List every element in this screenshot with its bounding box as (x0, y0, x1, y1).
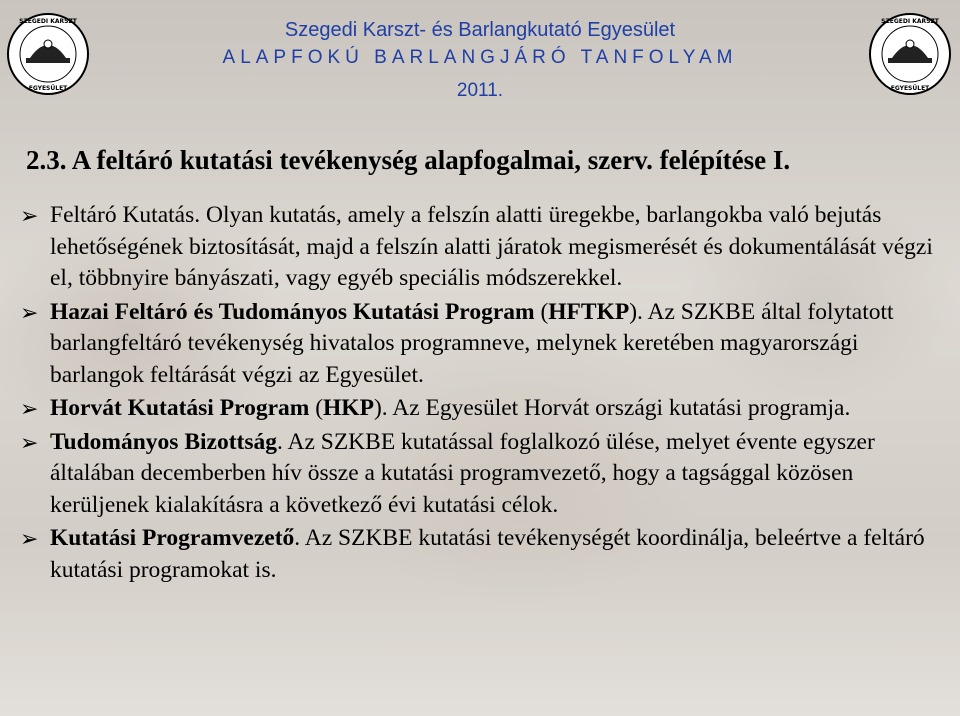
svg-text:SZEGEDI KARSZT: SZEGEDI KARSZT (19, 18, 77, 25)
item-term: Feltáró Kutatás. (50, 202, 201, 228)
item-abbr-open: ( (309, 395, 324, 421)
item-term: Tudományos Bizottság (50, 428, 278, 455)
item-term: Horvát Kutatási Program (50, 395, 310, 421)
item-text: . Az SZKBE kutatással foglalkozó ülése, melyet évente egyszer általában decemberben hív össze a kutatási programvezető, hogy a tagsággal közösen kerüljenek kialakításra a következő évi kutatási célok. (50, 428, 875, 518)
item-abbr: HKP (323, 395, 374, 421)
arrowhead-right-icon: ➢ (20, 204, 39, 229)
item-text: ). Az SZKBE által folytatott barlangfeltáró tevékenység hivatalos programneve, melynek keretében magyarországi barlangok feltárását végzi az Egyesület. (50, 298, 894, 388)
arrowhead-right-icon: ➢ (20, 430, 39, 456)
list-item (20, 200, 940, 295)
svg-text:EGYESÜLET: EGYESÜLET (28, 85, 68, 92)
list-item (20, 427, 940, 522)
bullet-list (20, 200, 940, 588)
course-year: 2011. (456, 80, 504, 101)
slide-header (0, 16, 960, 106)
course-name: ALAPFOKÚ BARLANGJÁRÓ TANFOLYAM (222, 47, 738, 68)
item-text: . Az SZKBE kutatási tevékenységét koordinálja, beleértve a feltáró kutatási programokat is. (50, 525, 925, 583)
organization-name: Szegedi Karszt- és Barlangkutató Egyesület (284, 19, 676, 41)
arrowhead-right-icon: ➢ (20, 397, 39, 422)
item-term: Kutatási Programvezető (50, 525, 295, 551)
svg-text:SZEGEDI KARSZT: SZEGEDI KARSZT (881, 18, 939, 25)
list-item (20, 393, 940, 425)
arrowhead-right-icon: ➢ (20, 300, 39, 326)
item-text: ). Az Egyesület Horvát országi kutatási programja. (373, 395, 851, 421)
slide-title: 2.3. A feltáró kutatási tevékenység alapfogalmai, szerv. felépítése I. (26, 145, 791, 175)
item-term: Hazai Feltáró és Tudományos Kutatási Program (50, 298, 535, 325)
item-abbr: HFTKP (548, 298, 630, 325)
item-text: Olyan kutatás, amely a felszín alatti üregekbe, barlangokba való bejutás lehetőségének biztosítását, majd a felszín alatti járatok megismerését és dokumentálását végzi el, többnyire bányászati, vagy egyéb speciális módszerekkel. (50, 202, 933, 291)
arrowhead-right-icon: ➢ (20, 527, 39, 552)
item-abbr-open: ( (534, 298, 549, 325)
svg-text:EGYESÜLET: EGYESÜLET (890, 85, 930, 92)
list-item (20, 297, 940, 392)
list-item (20, 523, 940, 586)
